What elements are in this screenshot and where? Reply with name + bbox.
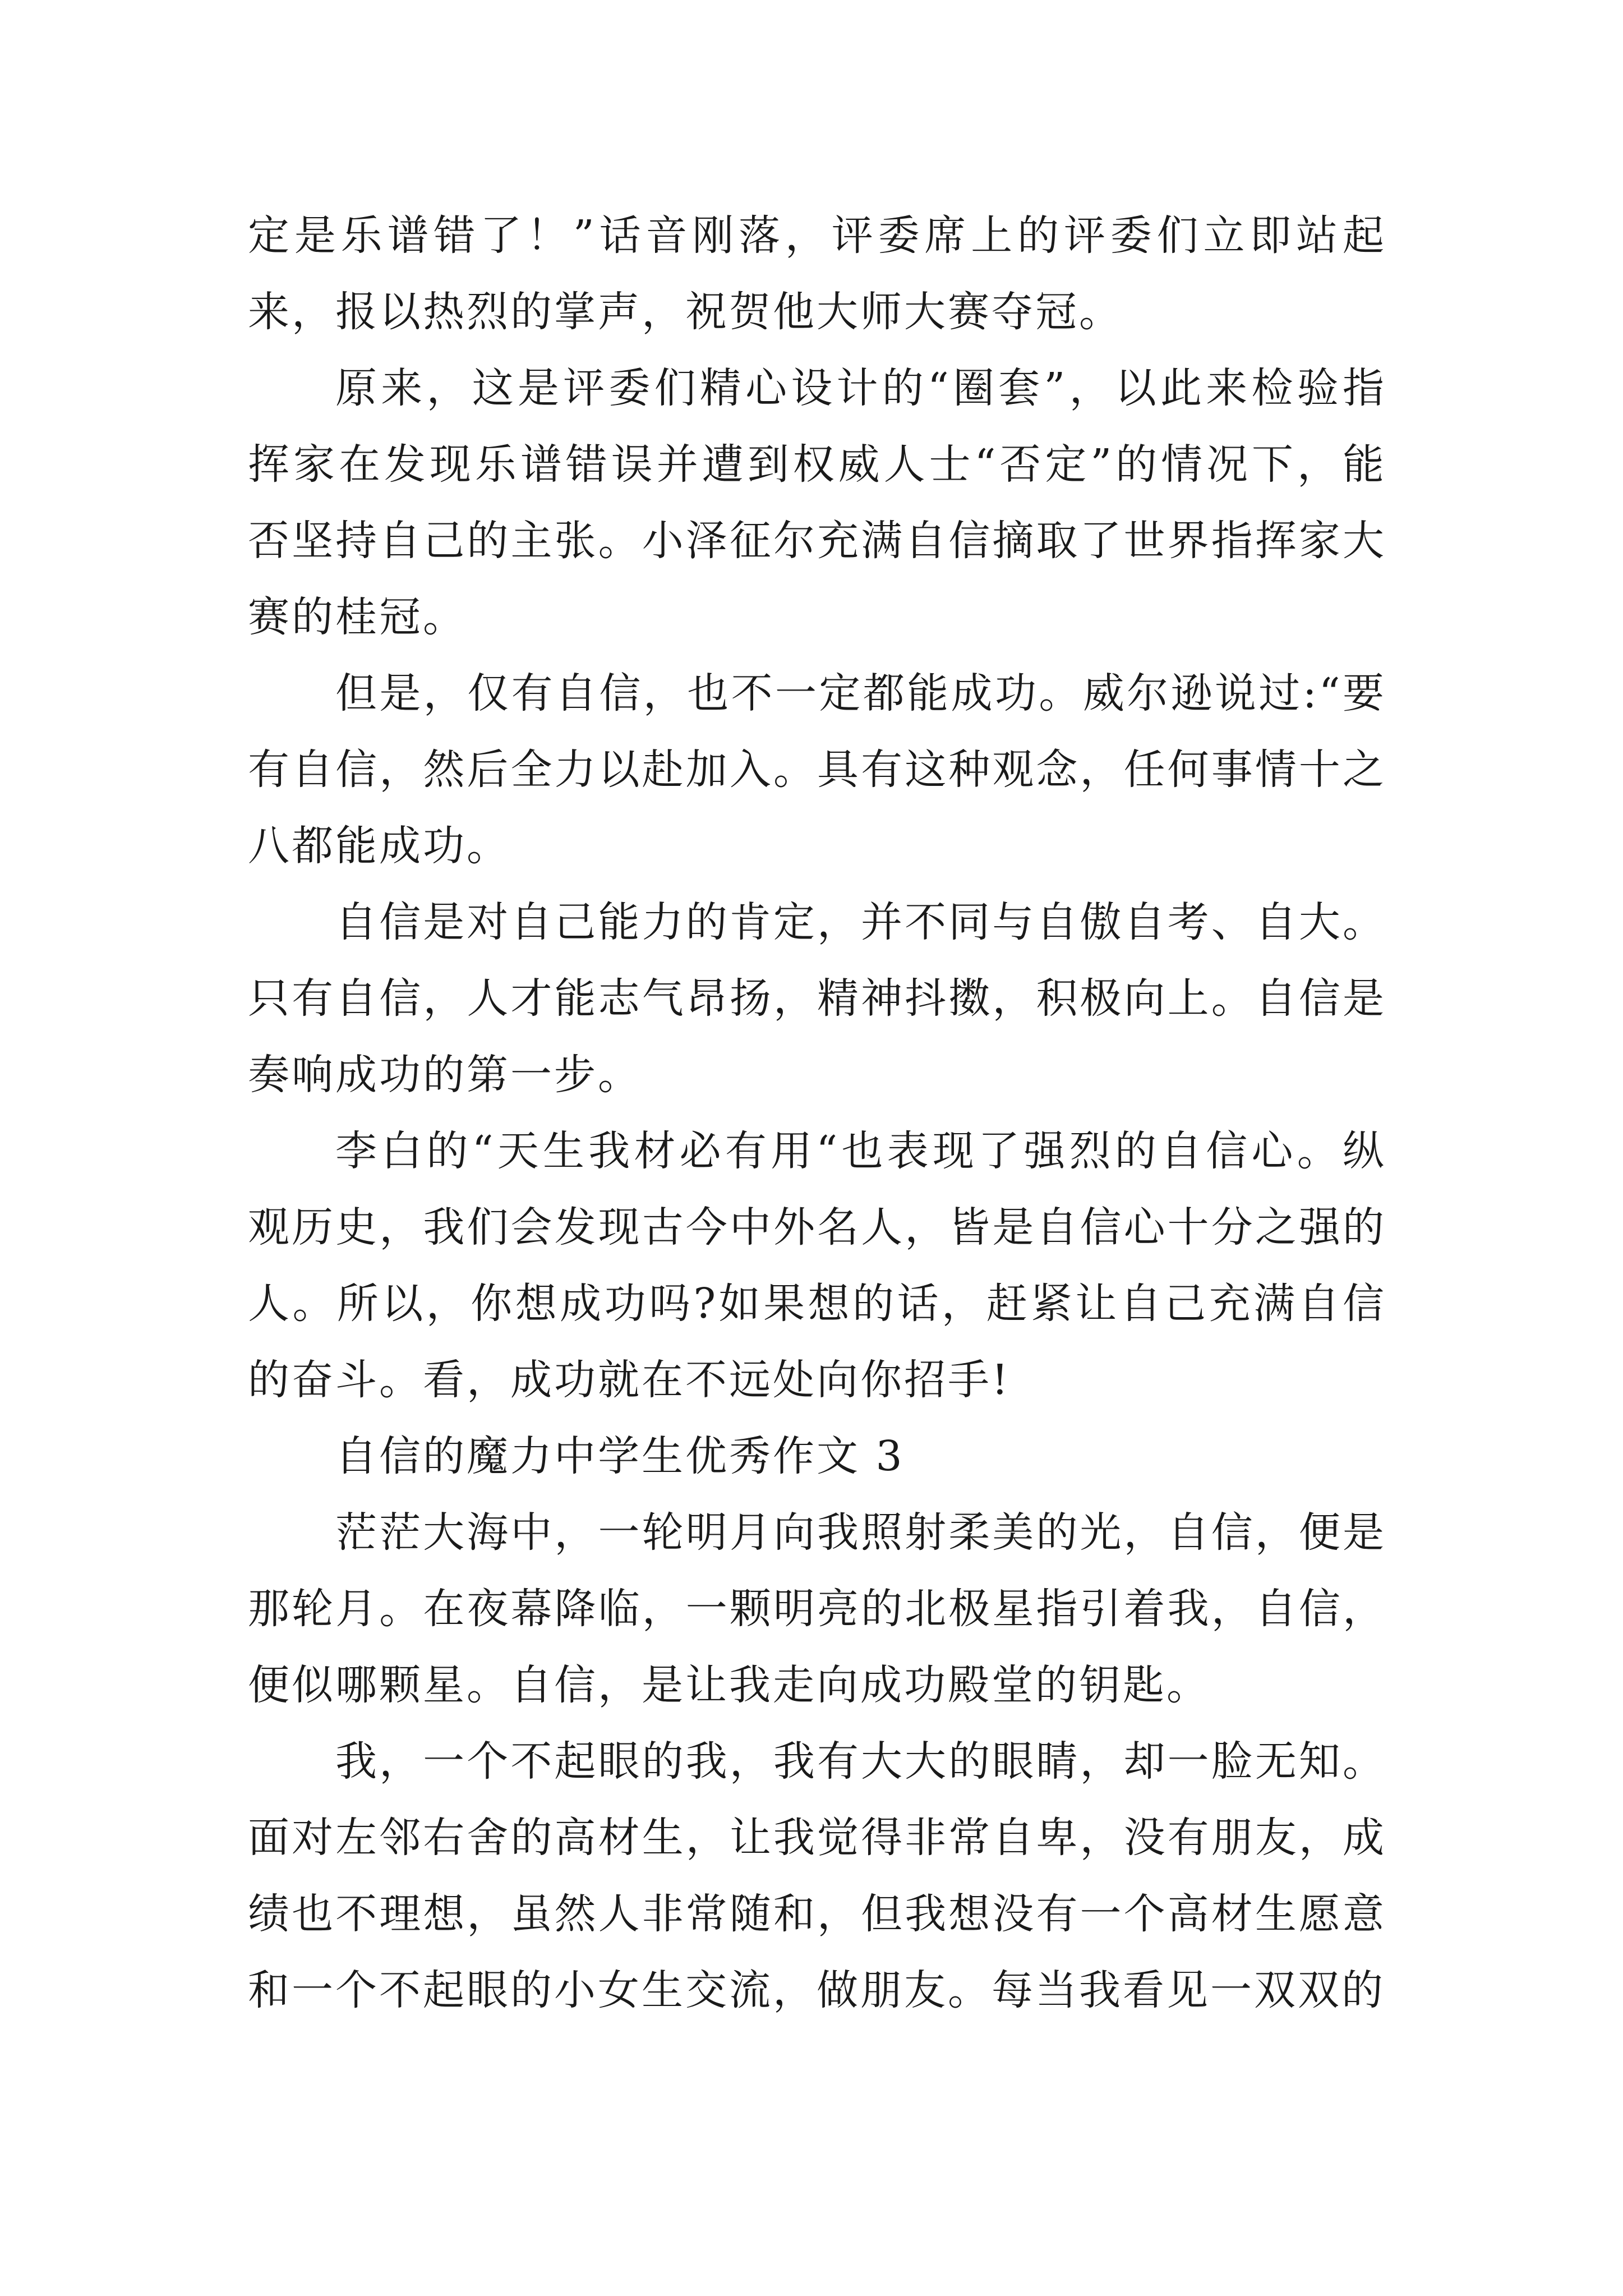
paragraph: 茫茫大海中，一轮明月向我照射柔美的光，自信，便是那轮月。在夜幕降临，一颗明亮的北极星指引着我，自信，便似哪颗星。自信，是让我走向成功殿堂的钥匙。	[248, 1508, 1386, 1709]
document-body	[248, 197, 1386, 2028]
paragraph: 原来，这是评委们精心设计的“圈套”，以此来检验指挥家在发现乐谱错误并遭到权威人士“否定”的情况下，能否坚持自己的主张。小泽征尔充满自信摘取了世界指挥家大赛的桂冠。	[248, 364, 1386, 641]
paragraph: 自信是对自己能力的肯定，并不同与自傲自考、自大。只有自信，人才能志气昂扬，精神抖擞，积极向上。自信是奏响成功的第一步。	[248, 898, 1386, 1099]
paragraph: 李白的“天生我材必有用“也表现了强烈的自信心。纵观历史，我们会发现古今中外名人，皆是自信心十分之强的人。所以，你想成功吗?如果想的话，赶紧让自己充满自信的奋斗。看，成功就在不远处向你招手!	[248, 1127, 1386, 1404]
paragraph: 但是，仅有自信，也不一定都能成功。威尔逊说过:“要有自信，然后全力以赴加入。具有这种观念，任何事情十之八都能成功。	[248, 669, 1386, 870]
paragraph: 我，一个不起眼的我，我有大大的眼睛，却一脸无知。面对左邻右舍的高材生，让我觉得非常自卑，没有朋友，成绩也不理想，虽然人非常随和，但我想没有一个高材生愿意和一个不起眼的小女生交流，做朋友。每当我看见一双双的	[248, 1737, 1386, 2014]
paragraph-continued: 定是乐谱错了！”话音刚落，评委席上的评委们立即站起来，报以热烈的掌声，祝贺他大师大赛夺冠。	[248, 211, 1386, 336]
essay-heading: 自信的魔力中学生优秀作文 3	[335, 1432, 905, 1480]
